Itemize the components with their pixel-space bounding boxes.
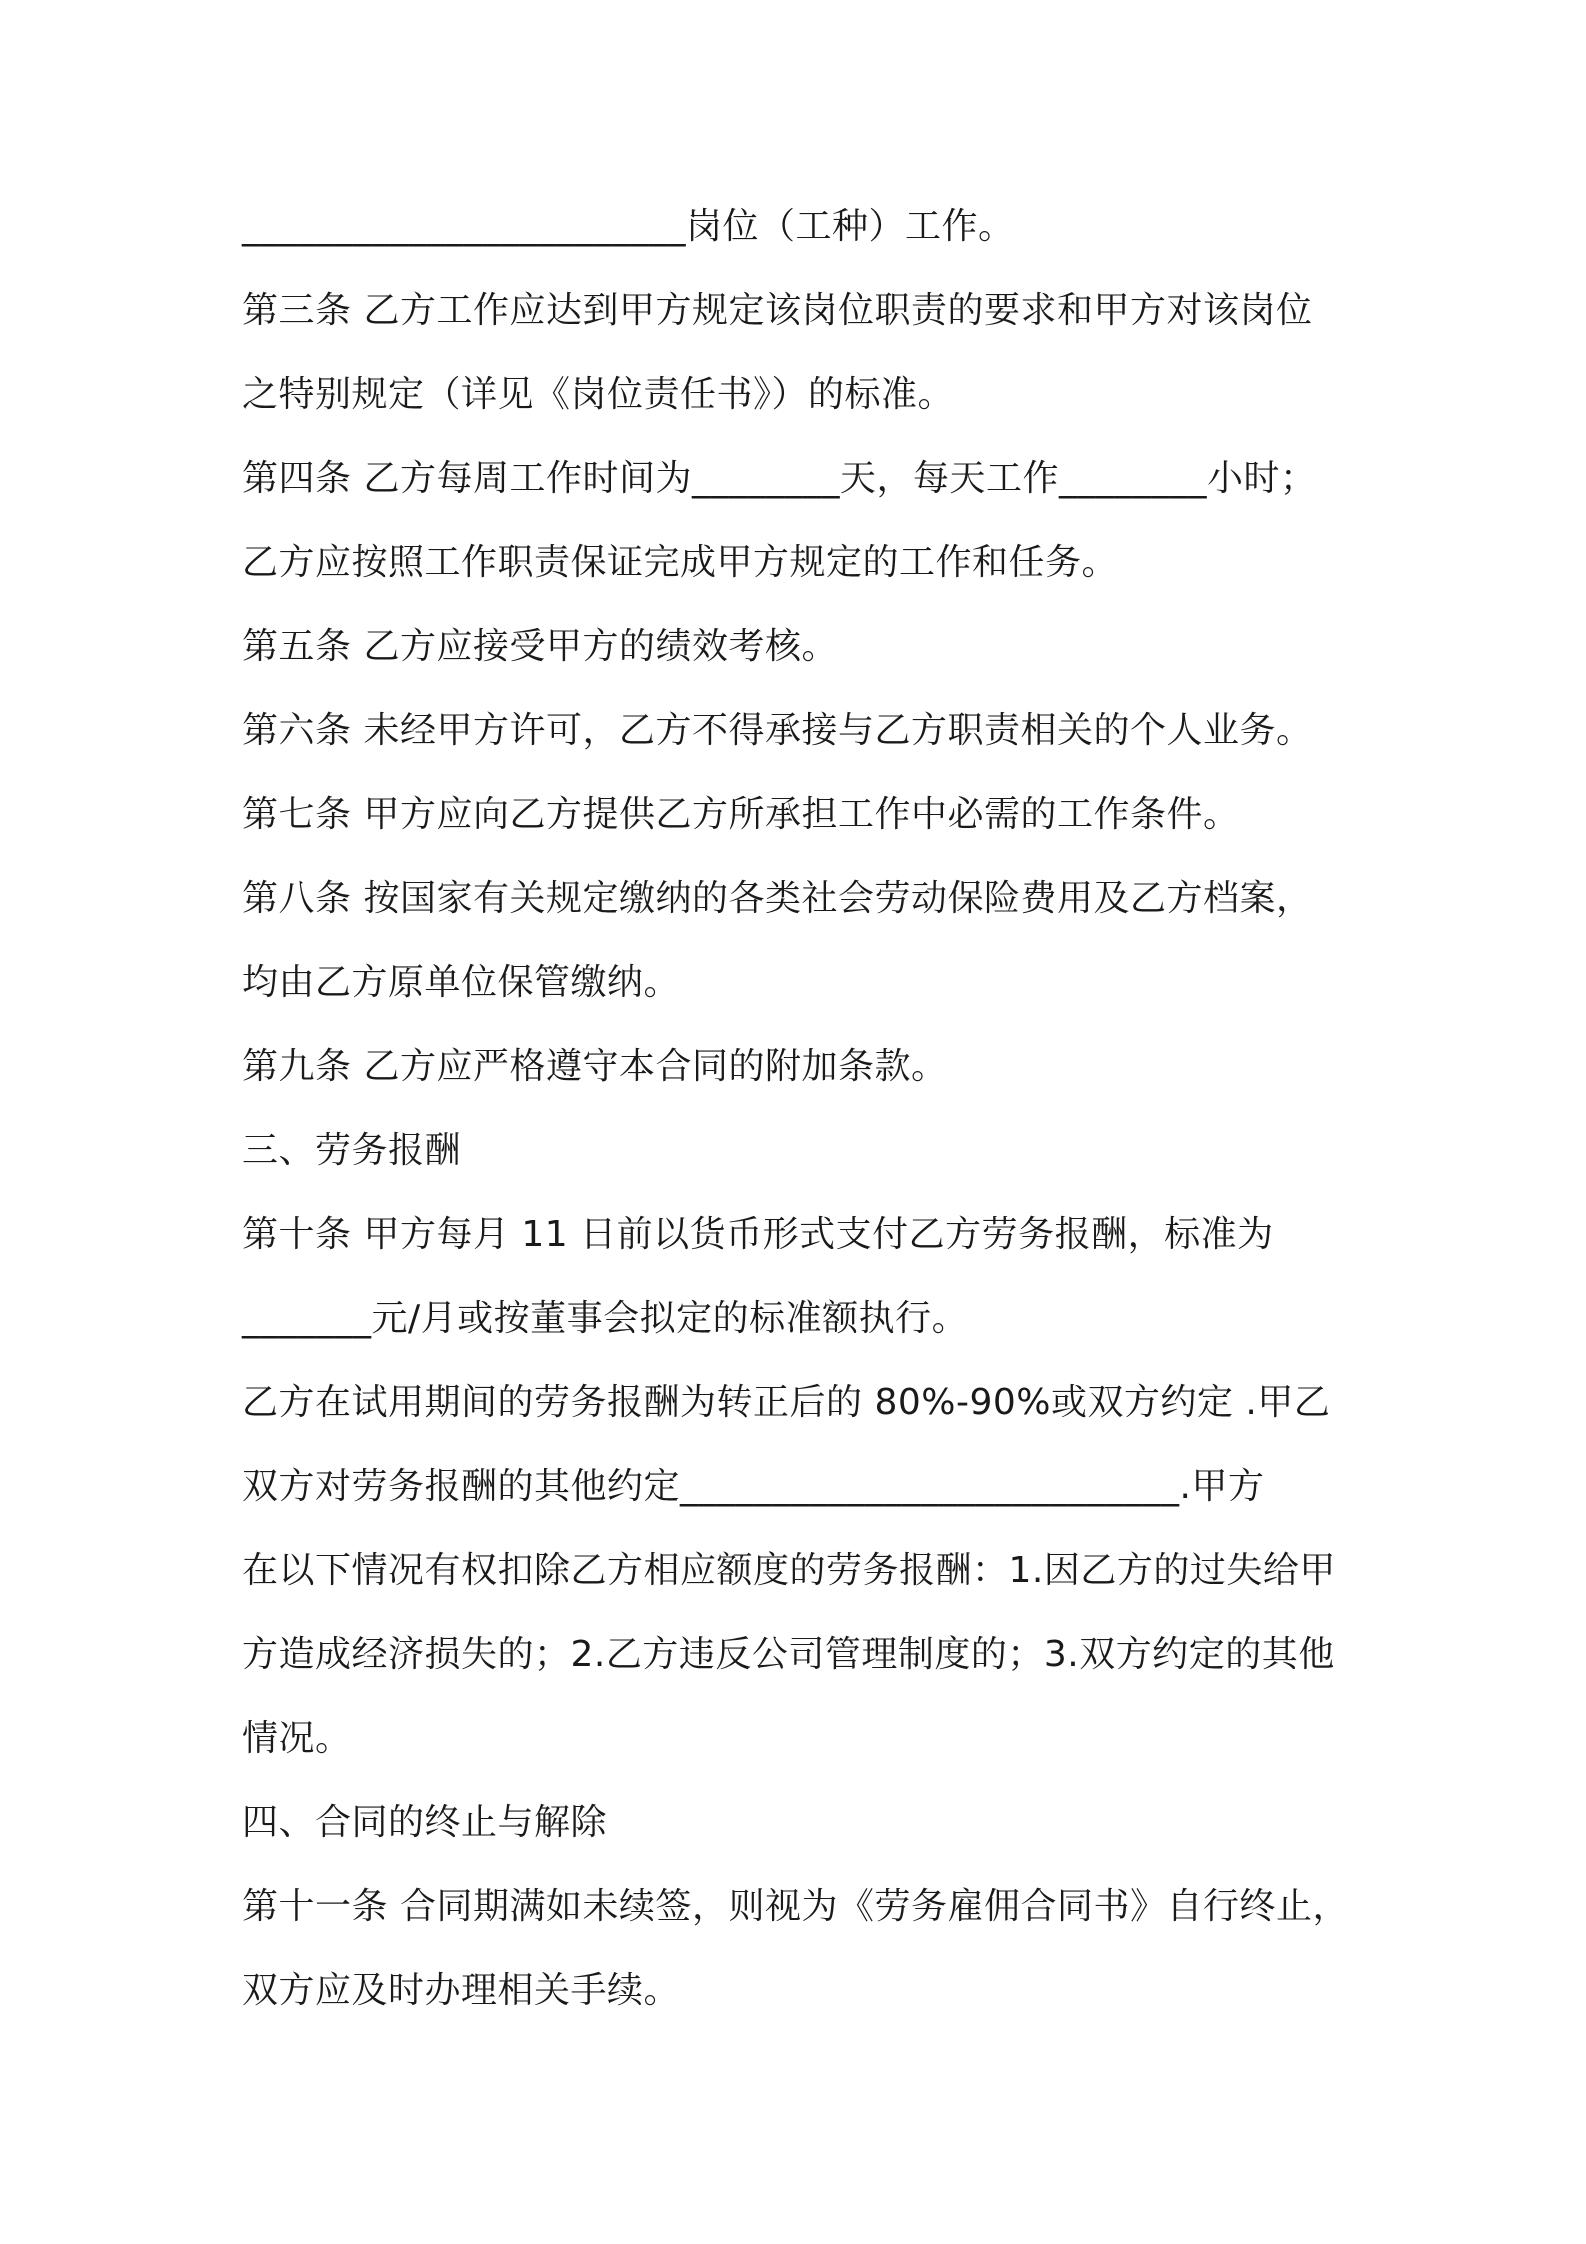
text-line: 第六条 未经甲方许可，乙方不得承接与乙方职责相关的个人业务。	[242, 710, 1313, 751]
text-line: 均由乙方原单位保管缴纳。	[242, 962, 681, 1003]
text-line: 第五条 乙方应接受甲方的绩效考核。	[242, 626, 838, 667]
text-line: 第十一条 合同期满如未续签，则视为《劳务雇佣合同书》自行终止，	[242, 1886, 1349, 1927]
text-line: 第九条 乙方应严格遵守本合同的附加条款。	[242, 1046, 948, 1087]
text-line: 情况。	[242, 1718, 352, 1759]
text-line: 之特别规定（详见《岗位责任书》）的标准。	[242, 374, 955, 415]
text-line: _______元/月或按董事会拟定的标准额执行。	[242, 1298, 969, 1339]
text-line: 第七条 甲方应向乙方提供乙方所承担工作中必需的工作条件。	[242, 794, 1240, 835]
text-line: 第三条 乙方工作应达到甲方规定该岗位职责的要求和甲方对该岗位	[242, 290, 1313, 331]
text-line: 在以下情况有权扣除乙方相应额度的劳务报酬：1.因乙方的过失给甲	[242, 1550, 1336, 1591]
text-line: 第八条 按国家有关规定缴纳的各类社会劳动保险费用及乙方档案，	[242, 878, 1313, 919]
text-line: 乙方应按照工作职责保证完成甲方规定的工作和任务。	[242, 542, 1119, 583]
text-line: 双方应及时办理相关手续。	[242, 1970, 681, 2011]
text-line: ________________________岗位（工种）工作。	[242, 206, 1015, 247]
text-line: 方造成经济损失的；2.乙方违反公司管理制度的；3.双方约定的其他	[242, 1634, 1335, 1675]
section-heading: 三、劳务报酬	[242, 1130, 462, 1171]
text-line: 双方对劳务报酬的其他约定___________________________.甲方	[242, 1466, 1265, 1507]
text-line: 第十条 甲方每月 11 日前以货币形式支付乙方劳务报酬，标准为	[242, 1214, 1274, 1255]
text-line: 乙方在试用期间的劳务报酬为转正后的 80%-90%或双方约定 .甲乙	[242, 1382, 1331, 1423]
section-heading: 四、合同的终止与解除	[242, 1802, 608, 1843]
text-line: 第四条 乙方每周工作时间为________天，每天工作________小时；	[242, 458, 1317, 499]
